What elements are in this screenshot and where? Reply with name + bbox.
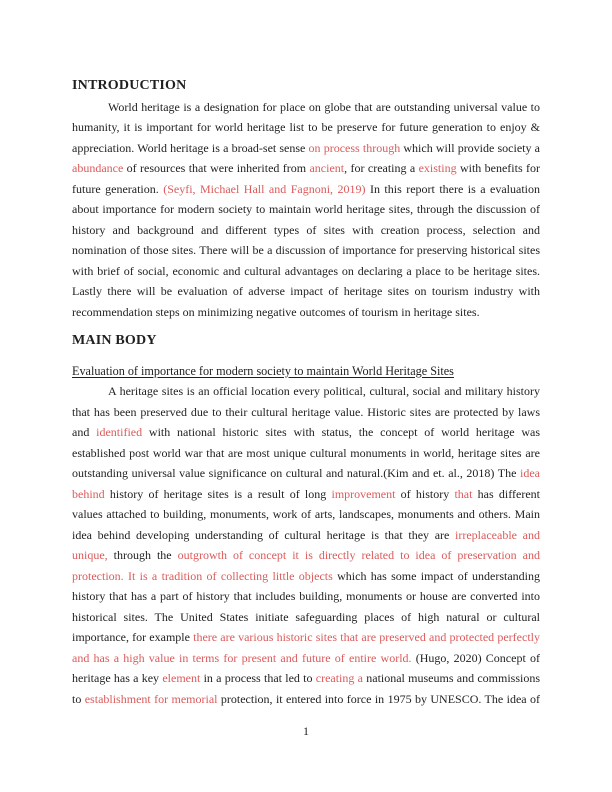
text-line: [72, 138, 540, 159]
text-run: A heritage sites is an official location every political, cultural, social and military history: [108, 384, 540, 398]
text-run: nomination of those sites. There will be a discussion of importance for preserving historical sites: [72, 243, 540, 257]
text-line: [72, 158, 540, 179]
revision-text-run: on process through: [308, 140, 401, 155]
text-line: [72, 240, 540, 261]
revision-text-run: ancient: [309, 161, 345, 175]
text-line: [72, 117, 540, 138]
text-line: [72, 648, 540, 669]
underlined-subheading: Evaluation of importance for modern society to maintain World Heritage Sites: [72, 363, 454, 378]
text-run: history of heritage sites is a result of long: [104, 486, 332, 501]
text-run: history that has a part of history that includes building, monuments or house are converted into: [72, 589, 540, 603]
revision-text-run: unique,: [72, 548, 108, 562]
text-run: idea behind developing understanding of cultural heritage is that they are: [72, 527, 456, 542]
revision-text-run: improvement: [331, 486, 396, 501]
text-run: with national historic sites with status, the concept of world heritage was: [142, 425, 540, 439]
text-run: about importance for modern society to maintain world heritage sites, through the discussion of: [72, 202, 540, 216]
paragraph: [72, 97, 540, 323]
text-run: established post world war that are most unique cultural monuments in world, heritage sites are: [72, 445, 540, 460]
text-run: has different: [472, 486, 540, 501]
text-line: [72, 97, 540, 118]
text-line: [72, 668, 540, 689]
text-run: with brief of social, economic and cultural advantages on declaring a place to be heritage sites.: [72, 263, 540, 278]
revision-text-run: idea: [520, 466, 540, 480]
text-line: [72, 586, 540, 607]
revision-text-run: element: [162, 671, 201, 685]
text-line: [72, 422, 540, 443]
text-line: [72, 504, 540, 525]
text-run: of resources that were inherited from: [123, 161, 310, 175]
paragraph: [72, 381, 540, 709]
revision-text-run: protection. It is a tradition of collecting little objects: [72, 568, 333, 583]
revision-text-run: identified: [96, 425, 143, 439]
text-run: (Hugo, 2020) Concept of: [411, 650, 540, 665]
text-run: importance, for example: [72, 630, 194, 644]
text-run: values attached to building, monuments, work of arts, landscapes, monuments and others. Main: [72, 507, 540, 521]
text-run: in a process that led to: [200, 671, 316, 685]
revision-text-run: there are various historic sites that are preserved and protected perfectly: [193, 630, 540, 644]
text-run: In this report there is a evaluation: [365, 181, 540, 196]
revision-text-run: abundance: [72, 161, 124, 175]
text-run: history and background and different types of sites with creation process, selection and: [72, 222, 540, 237]
text-run: World heritage is a designation for place on globe that are outstanding universal value to: [108, 99, 540, 114]
text-run: which has some impact of understanding: [332, 568, 540, 583]
text-run: through the: [107, 548, 178, 562]
revision-text-run: (Seyfi, Michael Hall and Fagnoni, 2019): [163, 181, 366, 196]
revision-text-run: behind: [72, 486, 105, 501]
text-line: [72, 302, 540, 323]
text-run: future generation.: [72, 181, 164, 196]
text-run: that has been preserved due to their cultural heritage value. Historic sites are protected by laws: [72, 404, 540, 419]
text-run: of history: [395, 486, 455, 501]
text-run: to: [72, 691, 85, 706]
revision-text-run: and has a high value in terms for present and future of entire world.: [72, 650, 412, 665]
text-line: [72, 261, 540, 282]
section-heading: INTRODUCTION: [72, 78, 187, 93]
text-line: [72, 525, 540, 546]
footer-page-number: 1: [303, 724, 309, 738]
revision-text-run: irreplaceable and: [455, 527, 540, 542]
text-line: [72, 627, 540, 648]
text-line: [72, 484, 540, 505]
text-run: recommendation steps on minimizing negative outcomes of tourism in heritage sites.: [72, 304, 480, 319]
text-run: Lastly there will be evaluation of adverse impact of heritage sites on tourism industry with: [72, 284, 540, 298]
text-line: [72, 199, 540, 220]
section-heading: MAIN BODY: [72, 333, 157, 348]
text-line: [72, 607, 540, 628]
text-run: with benefits for: [456, 161, 540, 175]
revision-text-run: establishment for memorial: [84, 691, 218, 706]
text-line: [72, 402, 540, 423]
text-run: and: [72, 425, 97, 439]
text-run: appreciation. World heritage is a broad-set sense: [72, 140, 309, 155]
text-run: outstanding universal value significance on cultural and natural.(Kim and et. al., 2018) The: [72, 466, 520, 480]
text-line: [72, 179, 540, 200]
text-line: [72, 220, 540, 241]
text-run: humanity, it is important for world heritage list to be preserve for future generation to enjoy &: [72, 120, 540, 134]
text-line: [72, 463, 540, 484]
document-content: [72, 76, 540, 709]
text-line: [72, 443, 540, 464]
text-run: national museums and commissions: [362, 671, 540, 685]
text-line: [72, 281, 540, 302]
text-run: heritage has a key: [72, 671, 163, 685]
revision-text-run: existing: [418, 161, 457, 175]
text-line: [72, 381, 540, 402]
revision-text-run: outgrowth of concept it is directly related to idea of preservation and: [177, 548, 540, 562]
text-run: protection, it entered into force in 1975 by UNESCO. The idea of: [217, 691, 540, 706]
text-line: [72, 545, 540, 566]
revision-text-run: creating a: [315, 671, 363, 685]
text-run: , for creating a: [344, 161, 419, 175]
revision-text-run: that: [454, 486, 473, 501]
text-line: [72, 689, 540, 710]
text-run: historical sites. The United States initiate safeguarding places of high natural or cultural: [72, 609, 540, 624]
text-run: which will provide society a: [400, 140, 540, 155]
text-line: [72, 566, 540, 587]
